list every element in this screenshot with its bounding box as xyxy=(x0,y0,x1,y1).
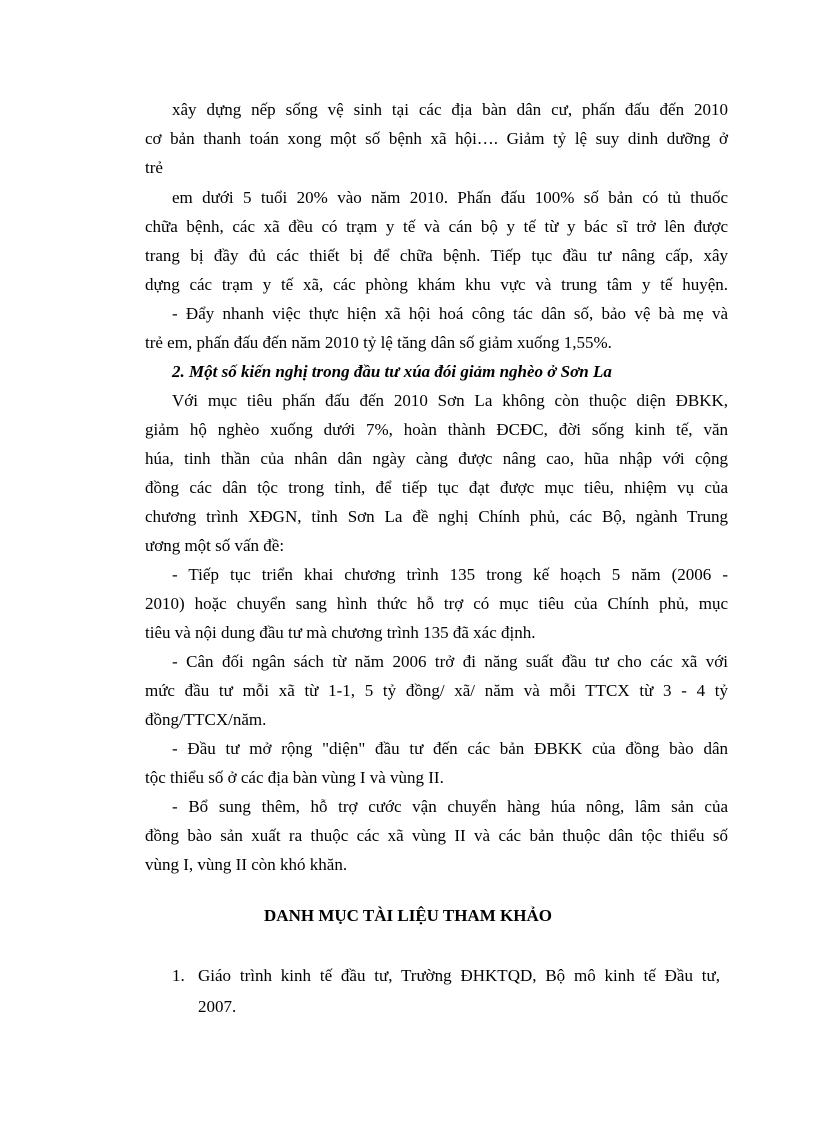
body-line: - Tiếp tục triển khai chương trình 135 trong kế hoạch 5 năm (2006 - xyxy=(172,565,728,584)
body-line: 2010) hoặc chuyển sang hình thức hỗ trợ có mục tiêu của Chính phủ, mục xyxy=(145,594,728,613)
body-line: em dưới 5 tuổi 20% vào năm 2010. Phấn đấu 100% số bản có tủ thuốc xyxy=(172,188,728,207)
section-heading: 2. Một số kiến nghị trong đầu tư xúa đói giảm nghèo ở Sơn La xyxy=(172,362,612,381)
body-line: đồng các dân tộc trong tỉnh, để tiếp tục đạt được mục tiêu, nhiệm vụ của xyxy=(145,478,728,497)
body-line: vùng I, vùng II còn khó khăn. xyxy=(145,855,348,874)
body-line: xây dựng nếp sống vệ sinh tại các địa bàn dân cư, phấn đấu đến 2010 xyxy=(172,100,728,119)
body-line: - Cân đối ngân sách từ năm 2006 trở đi năng suất đầu tư cho các xã với xyxy=(172,652,728,671)
body-line: ương một số vấn đề: xyxy=(145,536,285,555)
body-line: - Đẩy nhanh việc thực hiện xã hội hoá công tác dân số, bảo vệ bà mẹ và xyxy=(172,304,728,323)
references-title: DANH MỤC TÀI LIỆU THAM KHẢO xyxy=(264,906,552,925)
body-line: tộc thiểu số ở các địa bàn vùng I và vùng II. xyxy=(145,768,444,787)
body-line: trẻ em, phấn đấu đến năm 2010 tỷ lệ tăng dân số giảm xuống 1,55%. xyxy=(145,333,612,352)
body-line: húa, tinh thần của nhân dân ngày càng được nâng cao, hũa nhập với cộng xyxy=(145,449,728,468)
body-line: chương trình XĐGN, tỉnh Sơn La đề nghị Chính phủ, các Bộ, ngành Trung xyxy=(145,507,728,526)
reference-text-line-1: Giáo trình kinh tế đầu tư, Trường ĐHKTQD, Bộ mô kinh tế Đầu tư, xyxy=(198,966,720,985)
reference-text-line-2: 2007. xyxy=(198,997,237,1016)
reference-number: 1. xyxy=(172,966,185,985)
body-line: tiêu và nội dung đầu tư mà chương trình 135 đã xác định. xyxy=(145,623,536,642)
body-line: dựng các trạm y tế xã, các phòng khám khu vực và trung tâm y tế huyện. xyxy=(145,275,728,294)
body-line: trang bị đầy đủ các thiết bị để chữa bệnh. Tiếp tục đầu tư nâng cấp, xây xyxy=(145,246,728,265)
body-line: trẻ xyxy=(145,158,163,177)
body-line: - Đầu tư mở rộng "diện" đầu tư đến các bản ĐBKK của đồng bào dân xyxy=(172,739,728,758)
body-line: giảm hộ nghèo xuống dưới 7%, hoàn thành ĐCĐC, đời sống kinh tế, văn xyxy=(145,420,728,439)
body-line: chữa bệnh, các xã đều có trạm y tế và cán bộ y tế từ y bác sĩ trở lên được xyxy=(145,217,728,236)
body-line: đồng bào sản xuất ra thuộc các xã vùng II và các bản thuộc dân tộc thiểu số xyxy=(145,826,728,845)
body-line: Với mục tiêu phấn đấu đến 2010 Sơn La không còn thuộc diện ĐBKK, xyxy=(172,391,728,410)
body-line: cơ bản thanh toán xong một số bệnh xã hội…. Giảm tỷ lệ suy dinh dưỡng ở xyxy=(145,129,728,148)
body-line: mức đầu tư mỗi xã từ 1-1, 5 tỷ đồng/ xã/ năm và mỗi TTCX từ 3 - 4 tỷ xyxy=(145,681,728,700)
body-line: - Bổ sung thêm, hỗ trợ cước vận chuyển hàng húa nông, lâm sản của xyxy=(172,797,728,816)
body-line: đồng/TTCX/năm. xyxy=(145,710,267,729)
